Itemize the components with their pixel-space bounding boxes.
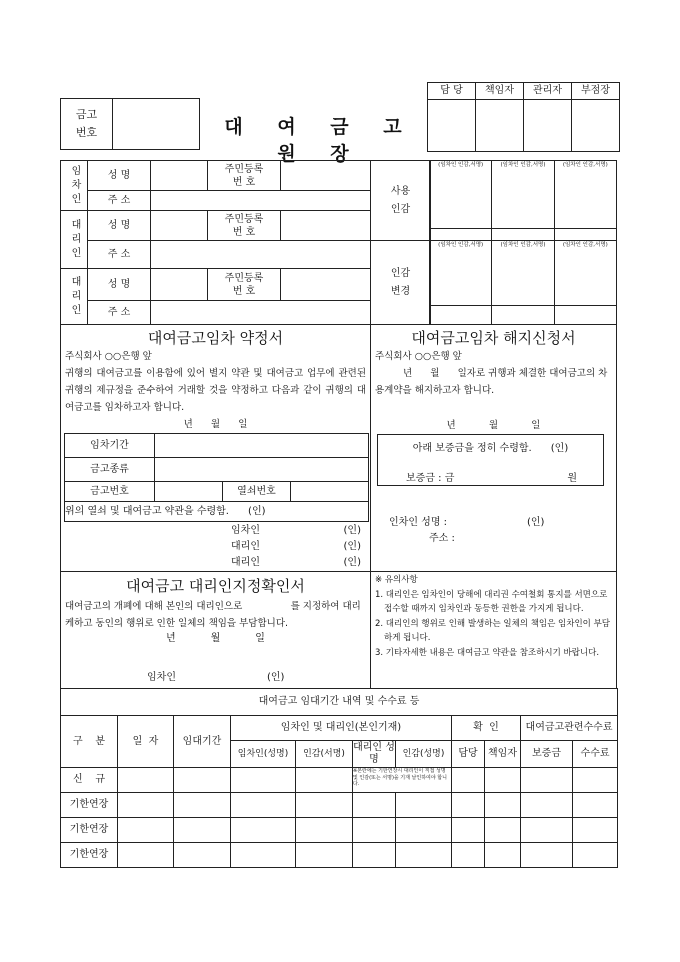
seal-box[interactable]: (임차인 인감,서명)	[430, 161, 492, 229]
col-period: 임대기간	[174, 716, 231, 768]
safe-type-label: 금고종류	[65, 458, 155, 482]
cell[interactable]	[174, 768, 231, 793]
cell[interactable]	[485, 818, 521, 843]
approval-sign-box[interactable]	[524, 100, 572, 152]
seal-date-cell[interactable]	[492, 229, 554, 241]
col-group-fee: 대여금고관련수수료	[521, 716, 618, 741]
notes-title: ※ 유의사항	[375, 575, 418, 585]
agreement-title: 대여금고임차 약정서	[147, 329, 284, 347]
cell[interactable]	[353, 818, 396, 843]
address-field[interactable]	[151, 301, 371, 325]
approval-label: 담 당	[428, 83, 476, 100]
cell[interactable]	[485, 843, 521, 868]
key-no-field[interactable]	[291, 482, 369, 502]
ledger-table	[60, 688, 618, 868]
party-label: 대리인	[61, 269, 88, 325]
address-field[interactable]	[151, 191, 371, 211]
address-field[interactable]	[151, 241, 371, 269]
seal-box[interactable]: (임차인 인감,서명)	[492, 161, 554, 229]
cell[interactable]	[118, 843, 174, 868]
agreement-date: 년 월 일	[183, 419, 248, 430]
cell[interactable]	[452, 793, 485, 818]
proxy-section	[60, 571, 371, 689]
won-unit: 원	[567, 473, 577, 484]
seal-change-label: 변경	[390, 285, 411, 297]
seal-mark: (인)	[267, 672, 285, 683]
cell[interactable]	[573, 818, 618, 843]
seal-mark: (인)	[527, 517, 545, 528]
tenant-address-label: 주소 :	[429, 533, 455, 544]
safe-number-label: 번호	[75, 126, 98, 139]
cell[interactable]	[353, 843, 396, 868]
approval-label: 책임자	[476, 83, 524, 100]
name-field[interactable]	[151, 161, 208, 191]
address-label: 주 소	[88, 191, 151, 211]
cell[interactable]	[231, 793, 296, 818]
id-field[interactable]	[281, 161, 371, 191]
cell[interactable]	[521, 768, 573, 793]
cell[interactable]	[118, 793, 174, 818]
cell[interactable]	[296, 793, 353, 818]
seal-change-label: 인감	[390, 267, 411, 279]
cell[interactable]	[296, 843, 353, 868]
signer-label: 임차인	[231, 525, 260, 536]
approval-sign-box[interactable]	[572, 100, 620, 152]
seal-box[interactable]: (임차인 인감,서명)	[430, 241, 492, 306]
col-category: 구 분	[61, 716, 118, 768]
col-group-party: 임차인 및 대리인(본인기재)	[231, 716, 452, 741]
approval-label: 부점장	[572, 83, 620, 100]
termination-section	[370, 324, 617, 572]
seal-box[interactable]: (임차인 인감,서명)	[492, 241, 554, 306]
cell[interactable]	[174, 793, 231, 818]
note-item: 2. 대리인의 행위로 인해 발생하는 일체의 책임은 임차인이 부담하게 됩니다.	[375, 618, 611, 643]
note-item: 3. 기타자세한 내용은 대여금고 약관을 참조하시기 바랍니다.	[375, 647, 600, 658]
approval-label: 관리자	[524, 83, 572, 100]
id-label: 주민등록	[224, 272, 264, 284]
name-label: 성 명	[88, 269, 151, 301]
seal-box[interactable]: (임차인 인감,서명)	[554, 241, 616, 306]
proxy-title: 대여금고 대리인지정확인서	[126, 577, 305, 595]
seal-use-boxes	[429, 160, 617, 325]
cell[interactable]	[396, 818, 452, 843]
row-label: 신 규	[61, 768, 118, 793]
table-row	[61, 793, 618, 818]
cell[interactable]	[118, 768, 174, 793]
signer-label: 대리인	[231, 557, 260, 568]
signer-label: 대리인	[231, 541, 260, 552]
agreement-section	[60, 324, 371, 572]
proxy-date: 년 월 일	[166, 633, 265, 644]
col-tenant: 임차인(성명)	[231, 741, 296, 768]
cell[interactable]	[573, 793, 618, 818]
deposit-receipt-box	[377, 434, 604, 486]
termination-title: 대여금고임차 해지신청서	[411, 329, 576, 347]
cell[interactable]	[396, 843, 452, 868]
safe-no-field[interactable]	[155, 482, 223, 502]
cell[interactable]	[353, 793, 396, 818]
seal-date-cell[interactable]	[430, 229, 492, 241]
name-label: 성 명	[88, 211, 151, 241]
id-label: 번 호	[232, 285, 256, 297]
id-label: 주민등록	[224, 163, 264, 175]
party-label: 임차인	[61, 161, 88, 211]
ledger-note: ※본란에는 기한연장시 대리인이 직접 성명 및 인감(또는 서명)을 기재 날인하여야 합니다.	[353, 768, 452, 793]
deposit-receipt-text: 아래 보증금을 정히 수령함. (인)	[412, 443, 569, 454]
safe-no-label: 금고번호	[65, 482, 155, 502]
row-label: 기한연장	[61, 793, 118, 818]
name-field[interactable]	[151, 211, 208, 241]
table-row	[61, 843, 618, 868]
col-seal2: 인감(성명)	[396, 741, 452, 768]
seal-mark: (인)	[343, 541, 361, 552]
cell[interactable]	[296, 768, 353, 793]
seal-box[interactable]: (임차인 인감,서명)	[554, 161, 616, 229]
key-receipt: 위의 열쇠 및 대여금고 약관을 수령함. (인)	[65, 502, 369, 522]
cell[interactable]	[485, 793, 521, 818]
termination-body: 년 월 일자로 귀행과 체결한 대여금고의 차용계약을 해지하고자 합니다.	[375, 368, 608, 396]
party-table	[60, 160, 431, 325]
safe-type-field[interactable]	[155, 458, 369, 482]
id-field[interactable]	[281, 269, 371, 301]
ledger-title: 대여금고 임대기간 내역 및 수수료 등	[61, 689, 618, 716]
name-label: 성 명	[88, 161, 151, 191]
agreement-body: 귀행의 대여금고를 이용함에 있어 별지 약관 및 대여금고 업무에 관련된 귀행의 제규정을 준수하여 거래할 것을 약정하고 다음과 같이 귀행의 대여금고를 임차하고자 합니다.	[65, 368, 366, 413]
key-no-label: 열쇠번호	[223, 482, 291, 502]
seal-use-label: 사용	[390, 185, 411, 197]
cell[interactable]	[573, 843, 618, 868]
seal-mark: (인)	[343, 525, 361, 536]
termination-date: 년 월 일	[446, 420, 541, 431]
seal-mark: (인)	[343, 557, 361, 568]
party-label: 대리인	[61, 211, 88, 269]
cell[interactable]	[231, 843, 296, 868]
cell[interactable]	[174, 843, 231, 868]
cell[interactable]	[452, 818, 485, 843]
note-item: 1. 대리인은 임차인이 당해에 대리권 수여철회 통지를 서면으로 접수할 때까지 임차인과 동등한 권한을 가지게 됩니다.	[375, 589, 608, 614]
id-label: 번 호	[232, 226, 256, 238]
id-label: 번 호	[232, 176, 256, 188]
col-proxy: 대리인 성명	[353, 741, 396, 768]
agreement-addressee: 주식회사 ○○은행 앞	[65, 351, 152, 362]
cell[interactable]	[396, 793, 452, 818]
proxy-body: 대여금고의 개폐에 대해 본인의 대리인으로 를 지정하여 대리케하고 동인의 행위로 인한 일체의 책임을 부담합니다.	[65, 601, 361, 629]
rental-period-field[interactable]	[155, 434, 369, 458]
cell[interactable]	[573, 768, 618, 793]
cell[interactable]	[231, 818, 296, 843]
seal-date-cell[interactable]	[554, 229, 616, 241]
col-date: 일 자	[118, 716, 174, 768]
rental-period-label: 임차기간	[65, 434, 155, 458]
table-row	[61, 818, 618, 843]
row-label: 기한연장	[61, 818, 118, 843]
col-manager: 책임자	[485, 741, 521, 768]
cell[interactable]	[485, 768, 521, 793]
approval-table	[427, 82, 620, 152]
safe-number-box	[60, 98, 200, 150]
cell[interactable]	[452, 843, 485, 868]
address-label: 주 소	[88, 301, 151, 325]
address-label: 주 소	[88, 241, 151, 269]
cell[interactable]	[174, 818, 231, 843]
col-fee: 수수료	[573, 741, 618, 768]
cell[interactable]	[521, 818, 573, 843]
cell[interactable]	[521, 793, 573, 818]
seal-date-cell[interactable]	[492, 306, 554, 325]
notes-section	[370, 571, 617, 689]
cell[interactable]	[231, 768, 296, 793]
cell[interactable]	[296, 818, 353, 843]
table-row	[61, 768, 618, 793]
page-title: 대 여 금 고 원 장	[224, 116, 416, 165]
name-field[interactable]	[151, 269, 208, 301]
id-field[interactable]	[281, 211, 371, 241]
safe-number-label: 금고	[75, 108, 98, 122]
approval-sign-box[interactable]	[476, 100, 524, 152]
col-deposit: 보증금	[521, 741, 573, 768]
row-label: 기한연장	[61, 843, 118, 868]
termination-addressee: 주식회사 ○○은행 앞	[375, 351, 462, 362]
tenant-name-label: 인차인 성명 :	[389, 517, 448, 528]
col-staff: 담당	[452, 741, 485, 768]
col-group-confirm: 확 인	[452, 716, 521, 741]
seal-date-cell[interactable]	[554, 306, 616, 325]
col-seal: 인감(서명)	[296, 741, 353, 768]
safe-number-field[interactable]	[113, 99, 200, 150]
cell[interactable]	[118, 818, 174, 843]
cell[interactable]	[452, 768, 485, 793]
cell[interactable]	[521, 843, 573, 868]
seal-use-label: 인감	[390, 203, 411, 215]
tenant-label: 임차인	[147, 672, 176, 683]
id-label: 주민등록	[224, 213, 264, 225]
seal-date-cell[interactable]	[430, 306, 492, 325]
deposit-label: 보증금 : 금	[406, 473, 455, 484]
